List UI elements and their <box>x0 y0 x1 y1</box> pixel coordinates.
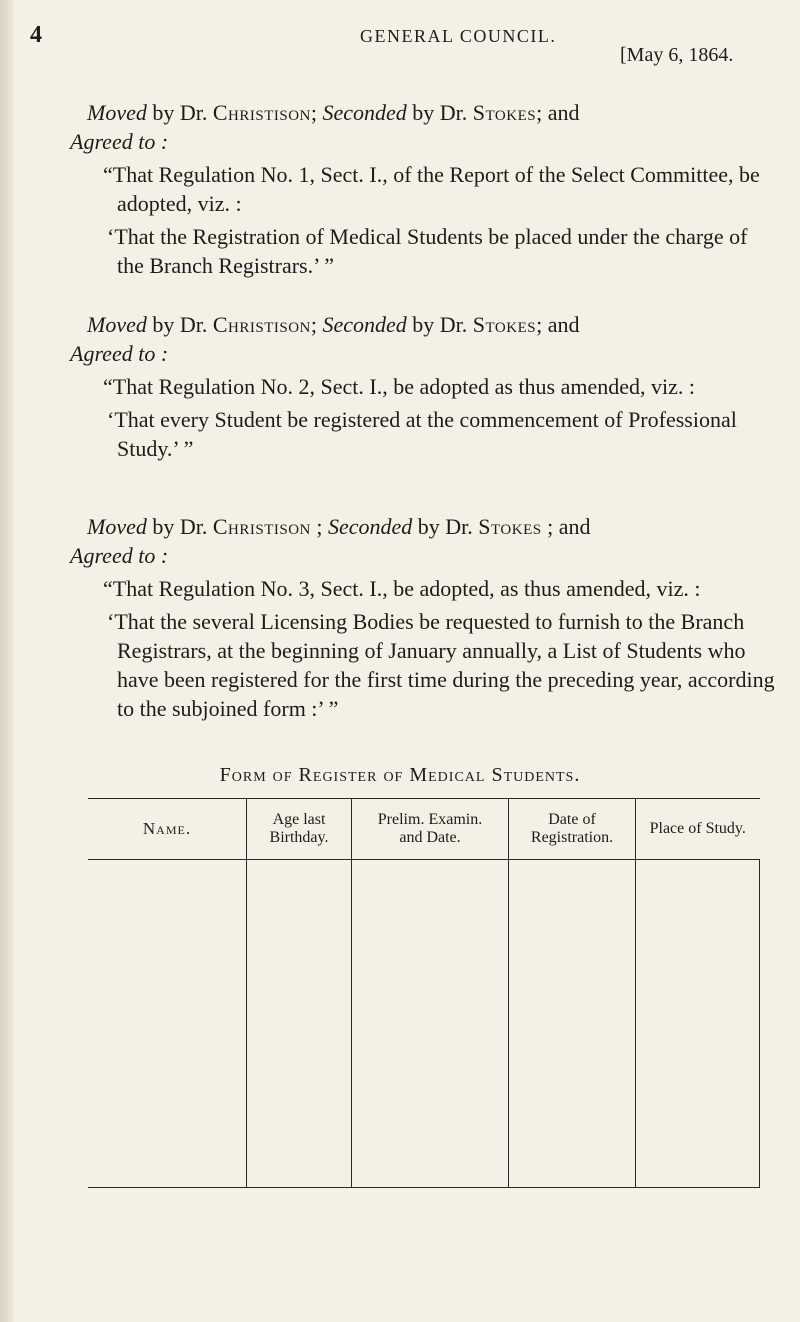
agreed-label: Agreed to : <box>70 341 169 366</box>
by-text: by Dr. <box>406 312 473 337</box>
seconded-label: Seconded <box>322 100 407 125</box>
column-label: Name. <box>142 818 192 838</box>
mover-name: Christison <box>212 514 311 539</box>
moved-label: Moved <box>87 514 147 539</box>
moved-label: Moved <box>87 312 147 337</box>
resolution-text: “That Regulation No. 2, Sect. I., be adopted as thus amended, viz. : <box>103 374 696 399</box>
by-text: by Dr. <box>146 100 213 125</box>
running-title: GENERAL COUNCIL. <box>360 26 557 46</box>
register-form-table <box>88 798 760 1188</box>
column-header-registration-date <box>509 799 636 860</box>
column-label: and Date. <box>399 829 461 846</box>
blank-cell <box>509 860 636 1188</box>
blank-cell <box>352 860 509 1188</box>
by-text: by Dr. <box>412 514 479 539</box>
seconder-name: Stokes <box>478 514 542 539</box>
mover-name: Christison <box>212 312 311 337</box>
column-label: Registration. <box>530 829 614 846</box>
page-number: 4 <box>30 22 42 48</box>
column-label: Prelim. Examin. <box>377 811 483 828</box>
regulation-text: ‘That the several Licensing Bodies be requested to furnish to the Branch Registrars, at the beginning of January annually, a List of Students who have been registered for the first time during the preceding year, according to the subjoined form :’ ” <box>107 609 775 721</box>
and-text: ; and <box>536 100 580 125</box>
column-header-age <box>247 799 352 860</box>
by-text: by Dr. <box>146 514 213 539</box>
column-label: Place of Study. <box>649 820 746 837</box>
resolution-text: “That Regulation No. 3, Sect. I., be adopted, as thus amended, viz. : <box>103 576 701 601</box>
seconded-label: Seconded <box>322 312 407 337</box>
running-date: [May 6, 1864. <box>620 44 734 66</box>
seconder-name: Stokes <box>472 100 537 125</box>
column-label: Birthday. <box>269 829 329 846</box>
separator: ; <box>310 100 323 125</box>
agreed-label: Agreed to : <box>70 543 169 568</box>
motion-1 <box>70 98 777 280</box>
column-label: Age last <box>272 811 326 828</box>
motion-line <box>87 98 777 127</box>
separator: ; <box>310 514 328 539</box>
moved-label: Moved <box>87 100 147 125</box>
column-header-place <box>636 799 760 860</box>
table-header-row <box>88 799 760 860</box>
resolution-text: “That Regulation No. 1, Sect. I., of the Report of the Select Committee, be adopted, viz. : <box>103 162 760 216</box>
by-text: by Dr. <box>146 312 213 337</box>
regulation-text: ‘That every Student be registered at the commencement of Professional Study.’ ” <box>107 407 737 461</box>
column-header-prelim <box>352 799 509 860</box>
motion-2 <box>70 310 777 463</box>
table-row <box>88 860 760 1188</box>
motion-line <box>87 512 777 541</box>
separator: ; <box>310 312 323 337</box>
by-text: by Dr. <box>406 100 473 125</box>
form-title: Form of Register of Medical Students. <box>219 764 581 786</box>
motion-3 <box>70 512 777 723</box>
agreed-label: Agreed to : <box>70 129 169 154</box>
regulation-text: ‘That the Registration of Medical Students be placed under the charge of the Branch Registrars.’ ” <box>107 224 748 278</box>
and-text: ; and <box>536 312 580 337</box>
and-text: ; and <box>541 514 591 539</box>
blank-cell <box>636 860 760 1188</box>
blank-cell <box>88 860 247 1188</box>
seconded-label: Seconded <box>328 514 413 539</box>
page-edge <box>0 0 14 1322</box>
seconder-name: Stokes <box>472 312 537 337</box>
blank-cell <box>247 860 352 1188</box>
column-label: Date of <box>548 811 596 828</box>
column-header-name <box>88 799 247 860</box>
motion-line <box>87 310 777 339</box>
mover-name: Christison <box>212 100 311 125</box>
